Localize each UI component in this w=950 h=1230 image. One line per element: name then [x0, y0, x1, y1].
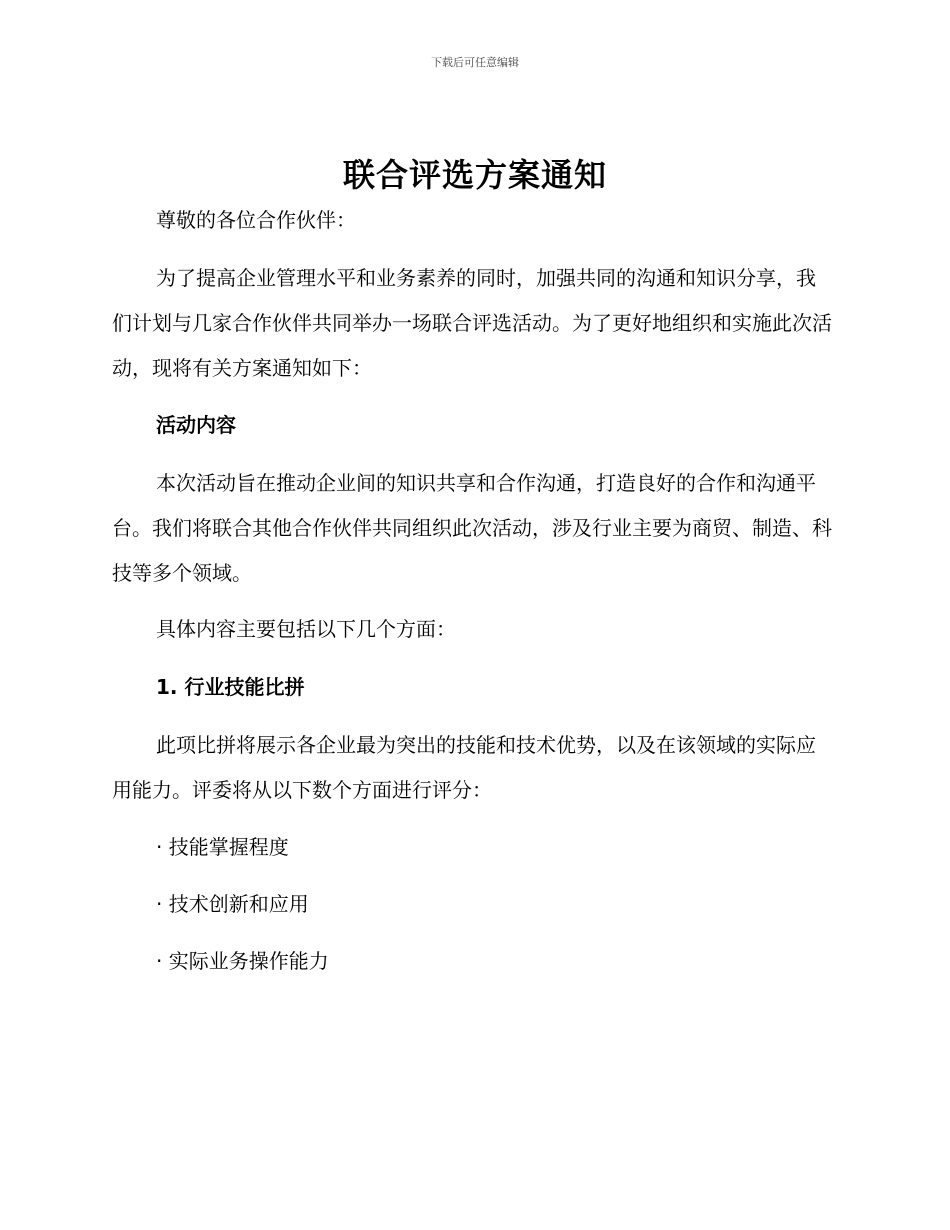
subsection-heading: 1. 行业技能比拼: [156, 675, 305, 699]
section-heading: 活动内容: [156, 413, 236, 437]
bullet-item: · 技术创新和应用: [156, 892, 309, 916]
section-paragraph: 本次活动旨在推动企业间的知识共享和合作沟通，打造良好的合作和沟通平台。我们将联合其他合作伙伴共同组织此次活动，涉及行业主要为商贸、制造、科技等多个领域。: [112, 471, 832, 585]
subsection-paragraph: 此项比拼将展示各企业最为突出的技能和技术优势，以及在该领域的实际应用能力。评委将从以下数个方面进行评分：: [112, 733, 816, 802]
content-intro: 具体内容主要包括以下几个方面：: [156, 617, 456, 641]
header-note: 下载后可任意编辑: [431, 56, 519, 69]
bullet-item: · 实际业务操作能力: [156, 949, 329, 973]
document-title: 联合评选方案通知: [342, 156, 607, 194]
salutation: 尊敬的各位合作伙伴：: [156, 208, 356, 232]
intro-paragraph: 为了提高企业管理水平和业务素养的同时，加强共同的沟通和知识分享，我们计划与几家合作伙伴共同举办一场联合评选活动。为了更好地组织和实施此次活动，现将有关方案通知如下：: [112, 266, 832, 380]
bullet-item: · 技能掌握程度: [156, 835, 289, 859]
